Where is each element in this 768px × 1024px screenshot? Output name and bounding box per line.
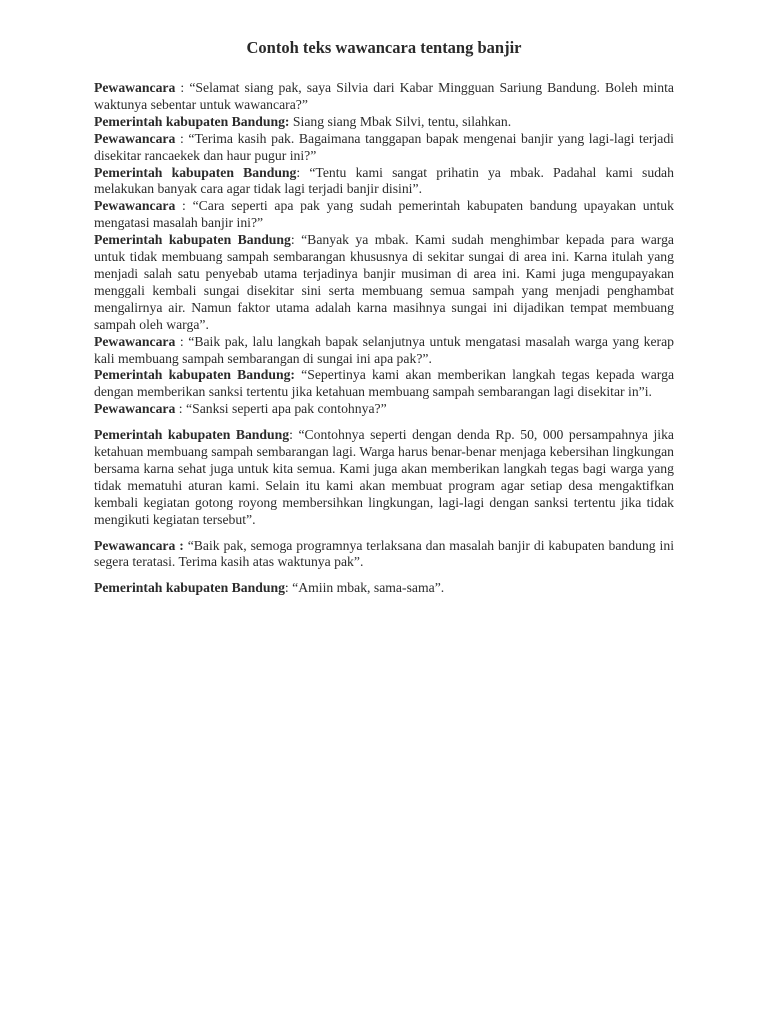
turn-text: “Sepertinya kami akan memberikan langkah tegas kepada warga dengan memberikan sanksi tertentu jika ketahuan membuang sampah sembarangan lagi disekitar in”i. [94,367,675,400]
speaker-label: Pewawancara [94,198,176,214]
turn-text: Siang siang Mbak Silvi, tentu, silahkan. [292,113,512,129]
interview-turn [94,538,674,572]
interview-turn [94,80,674,114]
interview-turn [94,401,674,418]
speaker-label: Pewawancara [94,130,176,146]
turn-text: “Terima kasih pak. Bagaimana tanggapan bapak mengenai banjir yang lagi-lagi terjadi disekitar rancaekek dan haur pugur ini?” [94,130,674,163]
speaker-separator: : [175,333,189,349]
speaker-separator: : [284,113,293,129]
speaker-label: Pemerintah kabupaten Bandung: [94,367,295,383]
speaker-separator: : [284,580,293,596]
turn-text: “Baik pak, lalu langkah bapak selanjutnya untuk mengatasi masalah warga yang kerap kali membuang sampah sembarangan di sungai ini apa pak?”. [94,333,674,366]
interview-turn [94,334,674,368]
turn-text: “Cara seperti apa pak yang sudah pemerintah kabupaten bandung upayakan untuk mengatasi masalah banjir ini?” [94,198,674,231]
speaker-separator: : [175,130,189,146]
turn-text: “Contohnya seperti dengan denda Rp. 50, 000 persampahnya jika ketahuan membuang sampah sembarangan lagi. Warga harus benar-benar menjaga kebersihan lingkungan bersama karna sehat juga untuk kita semua. Kami juga akan memberikan langkah tegas bagi warga yang tidak mematuhi aturan kami. Selain itu kami akan membuat program agar setiap desa mengaktifkan kembali kegiatan gotong royong membersihkan lingkungan, lagi-lagi dengan sanksi tertentu jika tidak mengikuti kegiatan tersebut”. [94,427,674,527]
speaker-label: Pemerintah kabupaten Bandung [94,232,291,248]
speaker-separator: : [290,232,302,248]
speaker-label: Pewawancara [94,80,176,95]
turn-text: “Amiin mbak, sama-sama”. [292,580,445,596]
turn-text: “Tentu kami sangat prihatin ya mbak. Padahal kami sudah melakukan banyak cara agar tidak lagi terjadi banjir disini”. [94,164,674,197]
interview-turn [94,131,674,165]
interview-turn [94,367,674,401]
interview-turn [94,198,674,232]
document-page [94,38,674,597]
speaker-label: Pewawancara [94,401,176,417]
speaker-separator: : [175,537,188,553]
turn-text: “Banyak ya mbak. Kami sudah menghimbar kepada para warga untuk tidak membuang sampah sembarangan khususnya di sekitar sungai di area ini. Karna itulah yang menjadi salah satu penyebab utama terjadinya banjir musiman di area ini. Kami juga mengupayakan menggali kembali sungai disekitar sini serta membuang semua sampah yang menjadi penghambat mengalirnya air. Namun faktor utama adalah karna masihnya sungai ini dijadikan tempat membuang sampah oleh warga”. [94,232,675,332]
document-title: Contoh teks wawancara tentang banjir [246,38,522,57]
speaker-separator: : [296,164,310,180]
speaker-label: Pewawancara [94,333,176,349]
interview-turn [94,165,674,199]
turn-text: “Selamat siang pak, saya Silvia dari Kabar Mingguan Sariung Bandung. Boleh minta waktunya sebentar untuk wawancara?” [94,80,674,112]
speaker-label: Pemerintah kabupaten Bandung [94,113,285,129]
turn-text: “Sanksi seperti apa pak contohnya?” [186,401,387,417]
speaker-label: Pemerintah kabupaten Bandung [94,164,297,180]
interview-turn [94,232,674,333]
interview-turn [94,427,674,528]
speaker-label: Pemerintah kabupaten Bandung [94,427,290,443]
speaker-separator: : [175,198,193,214]
turn-text: “Baik pak, semoga programnya terlaksana dan masalah banjir di kabupaten bandung ini segera teratasi. Terima kasih atas waktunya pak”. [94,537,674,570]
interview-turn [94,114,674,131]
speaker-label: Pemerintah kabupaten Bandung [94,580,285,596]
speaker-separator: : [175,80,190,95]
speaker-separator: : [289,427,299,443]
speaker-label: Pewawancara [94,537,176,553]
interview-turn [94,580,674,597]
speaker-separator: : [175,401,186,417]
